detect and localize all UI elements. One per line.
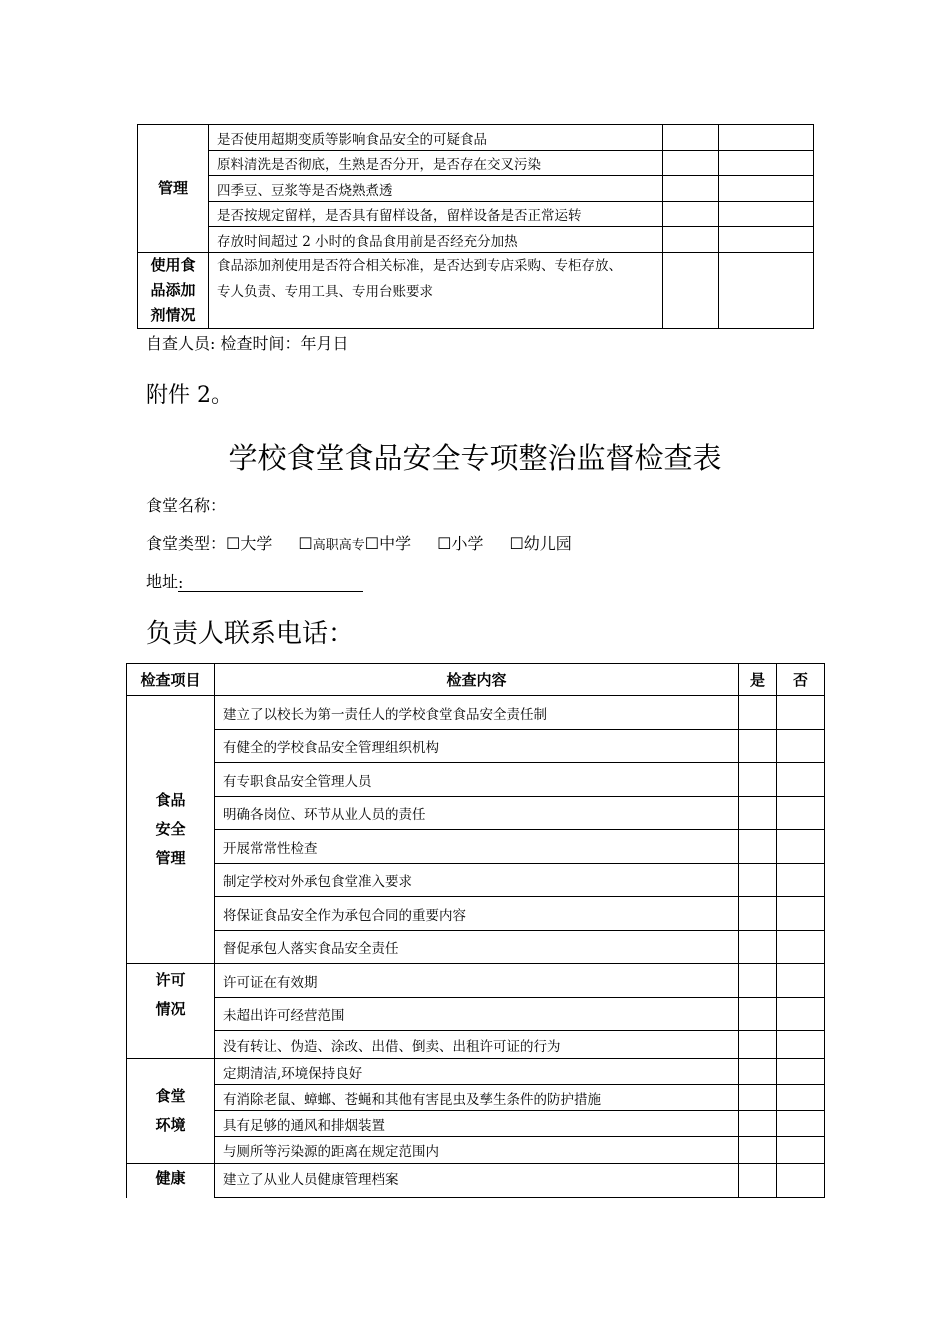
check-item: 建立了从业人员健康管理档案: [215, 1164, 739, 1198]
yes-cell[interactable]: [739, 931, 777, 964]
no-cell[interactable]: [777, 1137, 825, 1164]
check-item: 原料清洗是否彻底，生熟是否分开，是否存在交叉污染: [209, 151, 663, 176]
checkbox-icon[interactable]: ☐: [437, 534, 452, 553]
no-cell[interactable]: [719, 202, 814, 227]
category-health: 健康: [127, 1164, 215, 1198]
check-item: 开展常常性检查: [215, 830, 739, 864]
check-item: 明确各岗位、环节从业人员的责任: [215, 797, 739, 830]
yes-cell[interactable]: [739, 1085, 777, 1111]
yes-cell[interactable]: [663, 202, 719, 227]
check-item: 督促承包人落实食品安全责任: [215, 931, 739, 964]
check-item: 存放时间超过 2 小时的食品食用前是否经充分加热: [209, 227, 663, 253]
yes-cell[interactable]: [739, 897, 777, 931]
canteen-type-row: [146, 531, 572, 554]
no-cell[interactable]: [777, 964, 825, 998]
check-item: 建立了以校长为第一责任人的学校食堂食品安全责任制: [215, 696, 739, 730]
check-item: 四季豆、豆浆等是否烧熟煮透: [209, 176, 663, 202]
yes-cell[interactable]: [663, 125, 719, 151]
yes-cell[interactable]: [739, 797, 777, 830]
no-cell[interactable]: [777, 1085, 825, 1111]
check-item: 将保证食品安全作为承包合同的重要内容: [215, 897, 739, 931]
address-field: [146, 569, 363, 592]
yes-cell[interactable]: [739, 830, 777, 864]
canteen-type-option: 大学: [240, 534, 273, 553]
check-item: 许可证在有效期: [215, 964, 739, 998]
check-item: 有专职食品安全管理人员: [215, 763, 739, 797]
checkbox-icon[interactable]: ☐: [364, 534, 380, 553]
yes-cell[interactable]: [739, 763, 777, 797]
yes-cell[interactable]: [739, 730, 777, 763]
yes-cell[interactable]: [739, 1137, 777, 1164]
header-no: 否: [777, 664, 825, 696]
yes-cell[interactable]: [739, 964, 777, 998]
yes-cell[interactable]: [739, 1031, 777, 1059]
no-cell[interactable]: [777, 864, 825, 897]
check-item: 食品添加剂使用是否符合相关标准，是否达到专店采购、专柜存放、 专人负责、专用工具、专用台账要求: [209, 253, 663, 329]
self-inspection-footer: 自查人员: 检查时间：年月日: [146, 334, 349, 353]
category-food-safety-management: 食品 安全 管理: [127, 696, 215, 964]
check-item: 是否按规定留样，是否具有留样设备，留样设备是否正常运转: [209, 202, 663, 227]
checkbox-icon[interactable]: ☐: [509, 534, 524, 553]
no-cell[interactable]: [777, 1031, 825, 1059]
yes-cell[interactable]: [739, 864, 777, 897]
category-management: 管理: [138, 125, 209, 253]
no-cell[interactable]: [777, 696, 825, 730]
yes-cell[interactable]: [663, 151, 719, 176]
no-cell[interactable]: [777, 830, 825, 864]
no-cell[interactable]: [719, 125, 814, 151]
no-cell[interactable]: [777, 1164, 825, 1198]
check-item: 是否使用超期变质等影响食品安全的可疑食品: [209, 125, 663, 151]
yes-cell[interactable]: [739, 1164, 777, 1198]
yes-cell[interactable]: [739, 1059, 777, 1085]
header-inspection-content: 检查内容: [215, 664, 739, 696]
check-item: 有消除老鼠、蟑螂、苍蝇和其他有害昆虫及孳生条件的防护措施: [215, 1085, 739, 1111]
yes-cell[interactable]: [663, 227, 719, 253]
check-item: 定期清洁,环境保持良好: [215, 1059, 739, 1085]
yes-cell[interactable]: [739, 998, 777, 1031]
check-item: 未超出许可经营范围: [215, 998, 739, 1031]
check-item: 具有足够的通风和排烟装置: [215, 1111, 739, 1137]
canteen-type-option: 中学: [379, 534, 412, 553]
supervision-checklist-table: [126, 663, 825, 1198]
yes-cell[interactable]: [739, 696, 777, 730]
no-cell[interactable]: [777, 998, 825, 1031]
address-label: 地址: [146, 572, 179, 591]
attachment-label: 附件 2。: [146, 383, 233, 408]
no-cell[interactable]: [719, 253, 814, 329]
no-cell[interactable]: [777, 730, 825, 763]
no-cell[interactable]: [777, 763, 825, 797]
no-cell[interactable]: [719, 176, 814, 202]
check-item: 制定学校对外承包食堂准入要求: [215, 864, 739, 897]
check-item: 有健全的学校食品安全管理组织机构: [215, 730, 739, 763]
no-cell[interactable]: [719, 227, 814, 253]
header-inspection-item: 检查项目: [127, 664, 215, 696]
check-item: 与厕所等污染源的距离在规定范围内: [215, 1137, 739, 1164]
canteen-type-option: 高职高专: [312, 538, 365, 553]
category-license-status: 许可 情况: [127, 964, 215, 1059]
check-item: 没有转让、伪造、涂改、出借、倒卖、出租许可证的行为: [215, 1031, 739, 1059]
yes-cell[interactable]: [663, 253, 719, 329]
canteen-type-label: 食堂类型：: [146, 534, 227, 553]
no-cell[interactable]: [777, 897, 825, 931]
canteen-type-option: 小学: [451, 534, 484, 553]
canteen-type-option: 幼儿园: [523, 534, 572, 553]
checkbox-icon[interactable]: ☐: [226, 534, 241, 553]
category-food-additives: 使用食 品添加 剂情况: [138, 253, 209, 329]
no-cell[interactable]: [777, 797, 825, 830]
address-underline[interactable]: :: [178, 573, 363, 592]
inspection-table-continued: [137, 124, 814, 329]
header-yes: 是: [739, 664, 777, 696]
no-cell[interactable]: [777, 1059, 825, 1085]
canteen-name-field: 食堂名称：: [146, 496, 227, 515]
contact-phone-label: 负责人联系电话：: [146, 619, 355, 649]
no-cell[interactable]: [719, 151, 814, 176]
no-cell[interactable]: [777, 1111, 825, 1137]
checkbox-icon[interactable]: ☐: [298, 534, 313, 553]
yes-cell[interactable]: [739, 1111, 777, 1137]
no-cell[interactable]: [777, 931, 825, 964]
document-title: 学校食堂食品安全专项整治监督检查表: [228, 441, 722, 475]
yes-cell[interactable]: [663, 176, 719, 202]
category-canteen-environment: 食堂 环境: [127, 1059, 215, 1164]
